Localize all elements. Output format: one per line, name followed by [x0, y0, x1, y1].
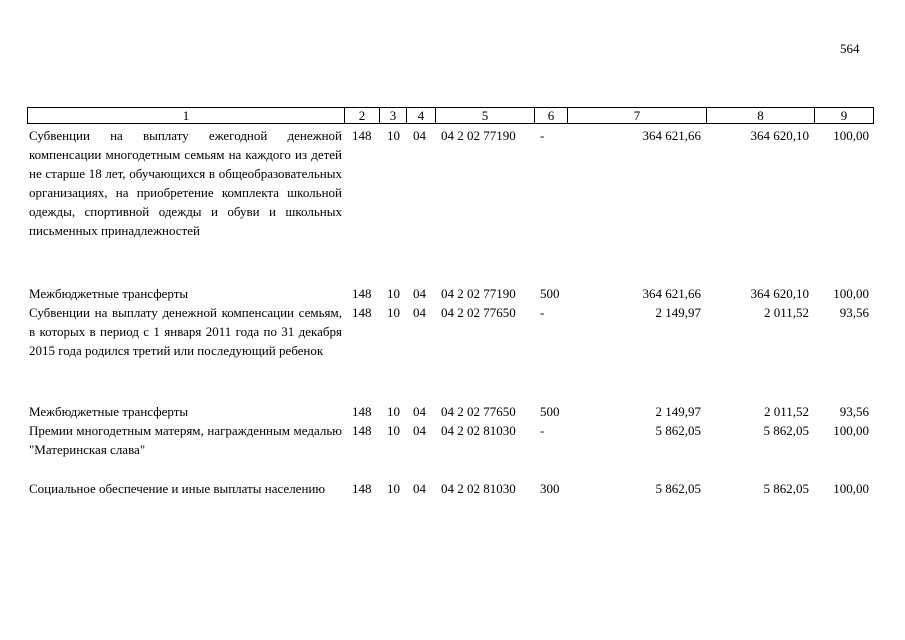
cell-col-4: 04 — [413, 404, 426, 419]
header-cell-1: 1 — [27, 107, 345, 124]
cell-col-9: 93,56 — [839, 404, 869, 419]
cell-col-9: 100,00 — [833, 423, 869, 438]
cell-col-7: 5 862,05 — [655, 423, 701, 438]
cell-col-8: 2 011,52 — [763, 404, 809, 419]
cell-col-8: 364 620,10 — [750, 286, 809, 301]
cell-col-7: 5 862,05 — [655, 481, 701, 496]
cell-col-2: 148 — [352, 128, 372, 143]
cell-col-5: 04 2 02 77650 — [441, 305, 516, 320]
cell-col-3: 10 — [387, 404, 400, 419]
cell-col-2: 148 — [352, 404, 372, 419]
header-cell-4: 4 — [406, 107, 436, 124]
header-cell-7: 7 — [567, 107, 707, 124]
cell-col-3: 10 — [387, 305, 400, 320]
row-description: Социальное обеспечение и иные выплаты населению — [29, 481, 326, 496]
row-description: Субвенции на выплату ежегодной денежной компенсации многодетным семьям на каждого из детей не старше 18 лет, обучающихся в общеобразовательных организациях, на приобретение комплекта школьной одежды, спортивной одежды и обуви и школьных письменных принадлежностей — [29, 128, 342, 238]
row-description: Межбюджетные трансферты — [29, 286, 189, 301]
cell-col-9: 93,56 — [839, 305, 869, 320]
header-cell-3: 3 — [379, 107, 407, 124]
header-cell-5: 5 — [435, 107, 535, 124]
cell-col-6: 500 — [540, 286, 560, 301]
row-description: Премии многодетным матерям, награжденным медалью "Материнская слава" — [29, 423, 342, 457]
header-cell-8: 8 — [706, 107, 815, 124]
row-description: Межбюджетные трансферты — [29, 404, 189, 419]
cell-col-9: 100,00 — [833, 481, 869, 496]
cell-col-5: 04 2 02 77190 — [441, 128, 516, 143]
cell-col-9: 100,00 — [833, 128, 869, 143]
cell-col-3: 10 — [387, 423, 400, 438]
cell-col-4: 04 — [413, 481, 426, 496]
cell-col-2: 148 — [352, 305, 372, 320]
cell-col-8: 364 620,10 — [750, 128, 809, 143]
cell-col-2: 148 — [352, 481, 372, 496]
cell-col-4: 04 — [413, 128, 426, 143]
row-description: Субвенции на выплату денежной компенсации семьям, в которых в период с 1 января 2011 года по 31 декабря 2015 года родился третий или последующий ребенок — [29, 305, 342, 358]
cell-col-4: 04 — [413, 286, 426, 301]
cell-col-8: 5 862,05 — [763, 423, 809, 438]
header-cell-2: 2 — [344, 107, 380, 124]
cell-col-5: 04 2 02 81030 — [441, 481, 516, 496]
cell-col-8: 5 862,05 — [763, 481, 809, 496]
cell-col-6: 300 — [540, 481, 560, 496]
cell-col-2: 148 — [352, 423, 372, 438]
page-number: 564 — [840, 41, 860, 56]
cell-col-5: 04 2 02 77190 — [441, 286, 516, 301]
cell-col-6: - — [540, 128, 545, 143]
cell-col-5: 04 2 02 81030 — [441, 423, 516, 438]
cell-col-7: 364 621,66 — [642, 128, 701, 143]
cell-col-3: 10 — [387, 286, 400, 301]
cell-col-7: 2 149,97 — [655, 305, 701, 320]
cell-col-6: - — [540, 305, 545, 320]
cell-col-6: - — [540, 423, 545, 438]
header-cell-6: 6 — [534, 107, 568, 124]
cell-col-7: 364 621,66 — [642, 286, 701, 301]
header-cell-9: 9 — [814, 107, 874, 124]
cell-col-3: 10 — [387, 481, 400, 496]
cell-col-7: 2 149,97 — [655, 404, 701, 419]
cell-col-6: 500 — [540, 404, 560, 419]
cell-col-3: 10 — [387, 128, 400, 143]
cell-col-4: 04 — [413, 423, 426, 438]
cell-col-2: 148 — [352, 286, 372, 301]
cell-col-4: 04 — [413, 305, 426, 320]
cell-col-5: 04 2 02 77650 — [441, 404, 516, 419]
cell-col-8: 2 011,52 — [763, 305, 809, 320]
cell-col-9: 100,00 — [833, 286, 869, 301]
